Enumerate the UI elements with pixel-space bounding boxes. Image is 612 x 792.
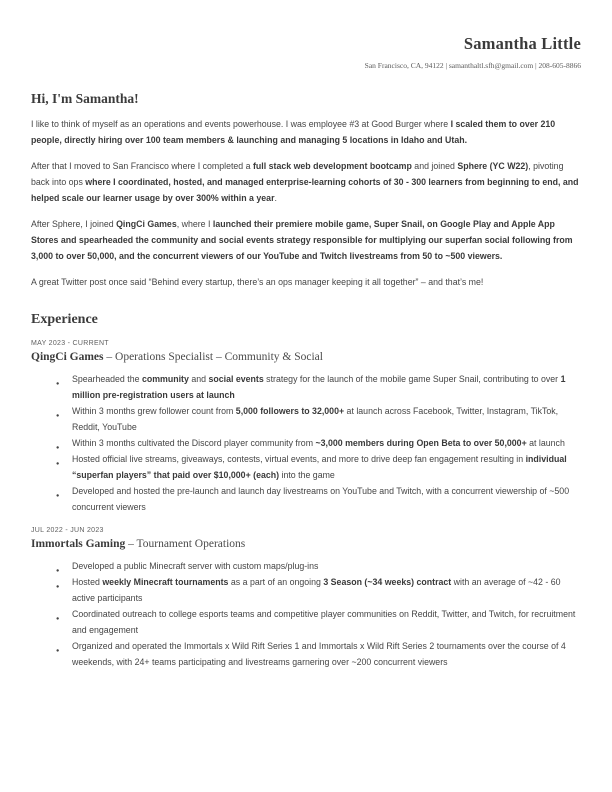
job-title-line bbox=[31, 538, 581, 550]
job-title-line bbox=[31, 351, 581, 363]
experience-section bbox=[31, 312, 581, 670]
job-qingci-games bbox=[31, 340, 581, 515]
intro-section bbox=[31, 91, 581, 290]
job-bullet-list bbox=[31, 558, 581, 670]
job-dates: MAY 2023 - CURRENT bbox=[31, 340, 109, 347]
job-role: – Tournament Operations bbox=[125, 538, 246, 550]
bullet-item: ● Developed a public Minecraft server with custom maps/plug-ins bbox=[72, 558, 581, 574]
resume-header bbox=[31, 34, 581, 70]
bullet-item: ● Coordinated outreach to college esports teams and competitive player communities on Reddit, Twitter, and Twitch, for recruitment and engagement bbox=[72, 606, 581, 638]
bullet-item: ● Within 3 months grew follower count from 5,000 followers to 32,000+ at launch across Facebook, Twitter, Instagram, TikTok, Reddit, YouTube bbox=[72, 403, 581, 435]
bullet-item: ● Hosted official live streams, giveaways, contests, virtual events, and more to drive deep fan engagement resulting in individual “superfan players” that paid over $10,000+ (each) into the game bbox=[72, 451, 581, 483]
job-role: – Operations Specialist – Community & Social bbox=[103, 351, 323, 363]
job-immortals-gaming bbox=[31, 527, 581, 670]
company-name: QingCi Games bbox=[31, 351, 104, 363]
contact-line: San Francisco, CA, 94122 | samanthaltl.sfh@gmail.com | 208-605-8866 bbox=[364, 61, 581, 70]
candidate-name: Samantha Little bbox=[463, 34, 581, 53]
bullet-item: ● Spearheaded the community and social events strategy for the launch of the mobile game Super Snail, contributing to over 1 million pre-registration users at launch bbox=[72, 371, 581, 403]
bullet-item: ● Hosted weekly Minecraft tournaments as a part of an ongoing 3 Season (~34 weeks) contract with an average of ~42 - 60 active participants bbox=[72, 574, 581, 606]
intro-paragraph-2: After that I moved to San Francisco where I completed a full stack web development bootcamp and joined Sphere (YC W22), pivoting back into ops where I coordinated, hosted, and managed enterprise-learning cohorts of 30 - 300 learners from beginning to end, and helped scale our learner usage by over 300% within a year. bbox=[31, 161, 579, 203]
intro-paragraph-4: A great Twitter post once said “Behind every startup, there’s an ops manager keeping it all together” – and that’s me! bbox=[31, 277, 484, 287]
bullet-item: ● Organized and operated the Immortals x Wild Rift Series 1 and Immortals x Wild Rift Series 2 tournaments over the course of 4 weekends, with 24+ teams participating and livestreams garnering over ~200 concurrent viewers bbox=[72, 638, 581, 670]
intro-paragraph-1: I like to think of myself as an operations and events powerhouse. I was employee #3 at Good Burger where I scaled them to over 210 people, directly hiring over 100 team members & launching and managing 5 locations in Idaho and Utah. bbox=[31, 119, 556, 145]
experience-heading: Experience bbox=[31, 312, 98, 327]
bullet-item: ● Developed and hosted the pre-launch and launch day livestreams on YouTube and Twitch, with a concurrent viewership of ~500 concurrent viewers bbox=[72, 483, 581, 515]
job-bullet-list bbox=[31, 371, 581, 515]
company-name: Immortals Gaming bbox=[31, 538, 126, 550]
bullet-item: ● Within 3 months cultivated the Discord player community from ~3,000 members during Open Beta to over 50,000+ at launch bbox=[72, 435, 581, 451]
intro-heading: Hi, I'm Samantha! bbox=[31, 91, 139, 106]
intro-paragraph-3: After Sphere, I joined QingCi Games, where I launched their premiere mobile game, Super Snail, on Google Play and Apple App Stores and spearheaded the community and social events strategy responsible for multiplying our superfan social following from 3,000 to over 50,000, and the concurrent viewers of our YouTube and Twitch livestreams from 50 to ~500 viewers. bbox=[31, 219, 573, 261]
job-dates: JUL 2022 - JUN 2023 bbox=[31, 527, 104, 534]
